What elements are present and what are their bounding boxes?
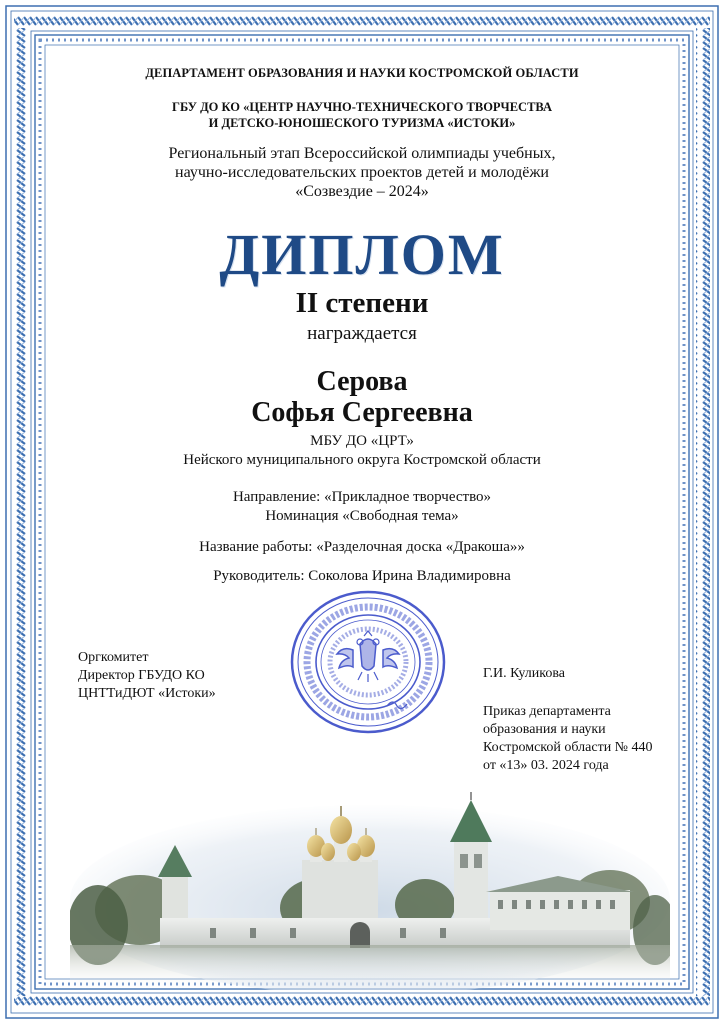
diploma-title: ДИПЛОМ (219, 222, 505, 287)
organization-heading (0, 99, 724, 131)
order-reference (483, 703, 653, 775)
diploma-degree: II степени (295, 287, 429, 319)
leader-text: Руководитель: Соколова Ирина Владимировна (213, 568, 511, 584)
school-line-1: МБУ ДО «ЦРТ» (310, 433, 414, 449)
department-heading (0, 66, 724, 81)
event-line-1: Региональный этап Всероссийской олимпиады учебных, (168, 145, 556, 162)
organization-line-2: И ДЕТСКО-ЮНОШЕСКОГО ТУРИЗМА «ИСТОКИ» (208, 116, 516, 130)
recipient-surname: Серова (316, 366, 408, 397)
order-line-2: образования и науки (483, 722, 606, 737)
committee-signature-block (78, 649, 216, 703)
official-seal-stamp (287, 588, 449, 736)
event-description (0, 144, 724, 201)
order-line-4: от «13» 03. 2024 года (483, 758, 609, 773)
director-name: Г.И. Куликова (483, 666, 566, 681)
department-text: ДЕПАРТАМЕНТ ОБРАЗОВАНИЯ И НАУКИ КОСТРОМСКОЙ ОБЛАСТИ (145, 66, 579, 80)
nomination-text: Номинация «Свободная тема» (265, 508, 459, 524)
director-line-2: ЦНТТиДЮТ «Истоки» (78, 686, 216, 701)
recipient-school (0, 432, 724, 470)
monastery-illustration (70, 790, 670, 990)
organization-line-1: ГБУ ДО КО «ЦЕНТР НАУЧНО-ТЕХНИЧЕСКОГО ТВОРЧЕСТВА (172, 100, 552, 114)
event-line-3: «Созвездие – 2024» (295, 183, 429, 200)
work-title: Название работы: «Разделочная доска «Дракоша»» (199, 539, 525, 555)
awarded-text: награждается (307, 323, 417, 344)
event-line-2: научно-исследовательских проектов детей и молодёжи (175, 164, 549, 181)
committee-label: Оргкомитет (78, 650, 149, 665)
direction-block (0, 488, 724, 526)
direction-text: Направление: «Прикладное творчество» (232, 489, 492, 505)
recipient-name: Софья Сергеевна (251, 397, 473, 428)
order-line-3: Костромской области № 440 (483, 740, 653, 755)
school-line-2: Нейского муниципального округа Костромской области (183, 452, 541, 468)
director-line-1: Директор ГБУДО КО (78, 668, 205, 683)
order-line-1: Приказ департамента (483, 704, 611, 719)
